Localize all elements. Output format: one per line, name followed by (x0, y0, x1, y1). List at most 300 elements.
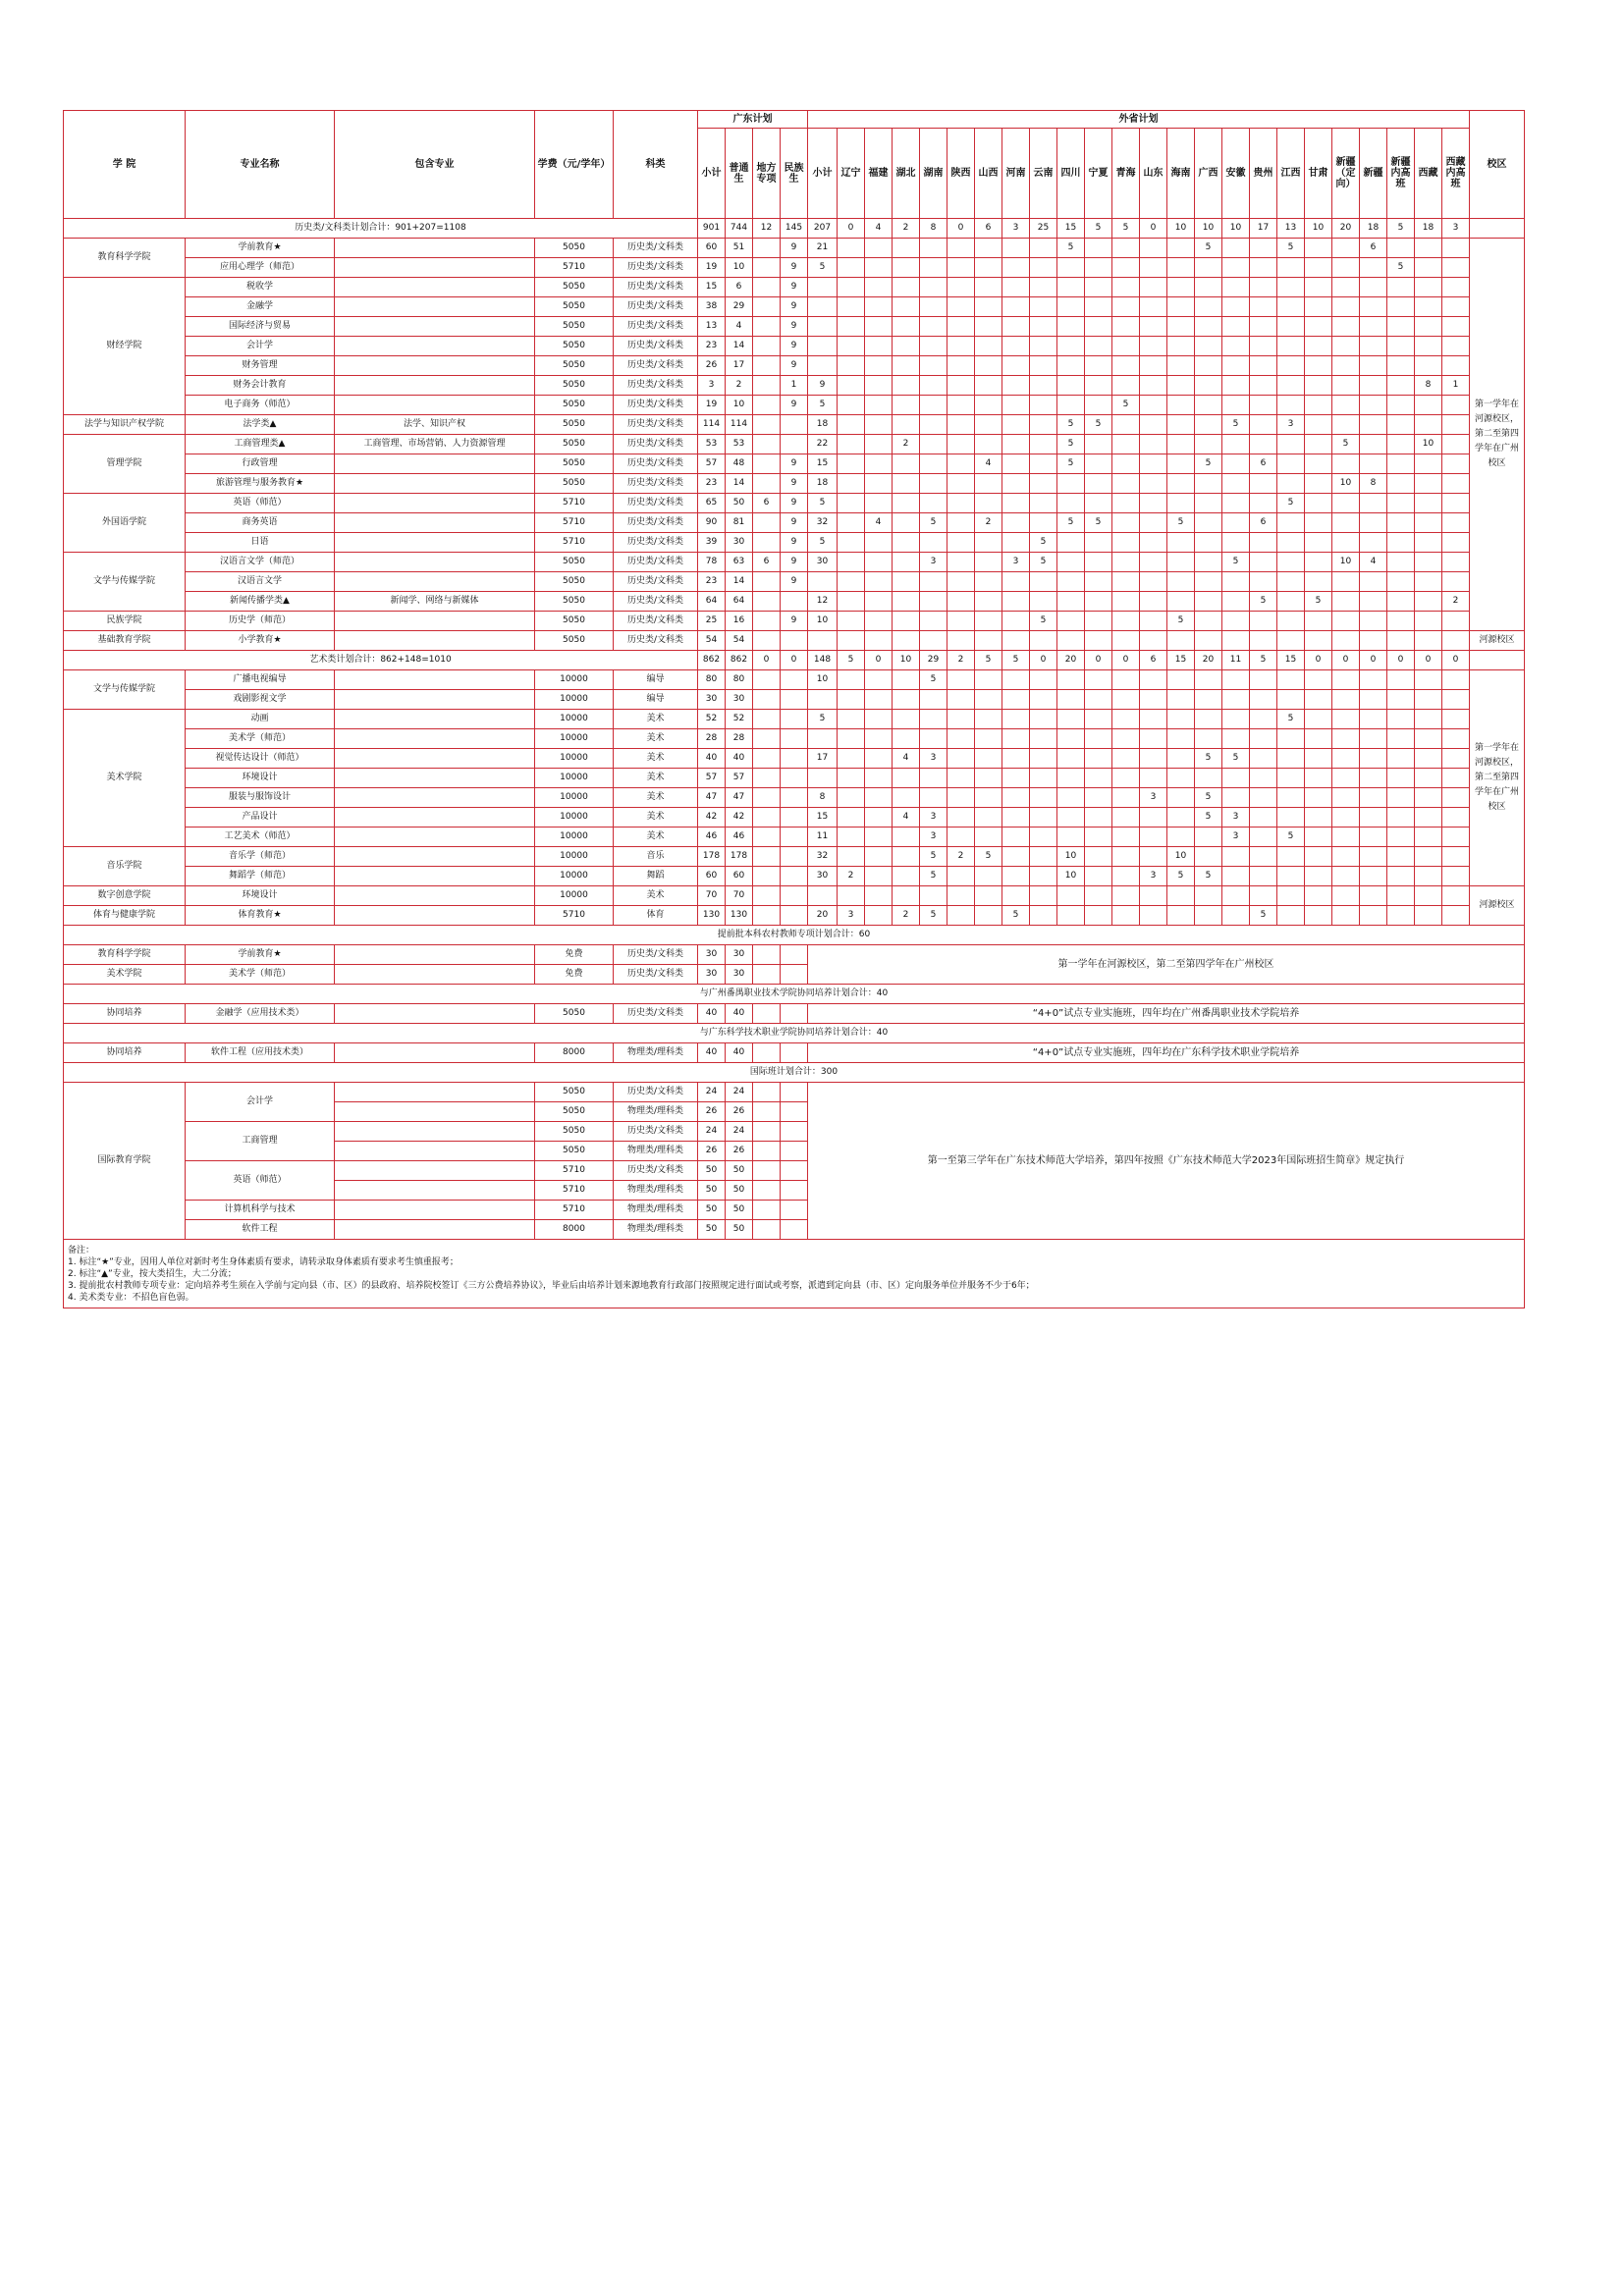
value-cell: 9 (781, 494, 808, 513)
header-province: 辽宁 (838, 129, 865, 219)
value-cell (1222, 376, 1250, 396)
includes-cell (335, 1181, 535, 1201)
value-cell (1415, 847, 1442, 867)
includes-cell (335, 788, 535, 808)
includes-cell (335, 945, 535, 965)
value-cell (1195, 631, 1222, 651)
value-cell (1415, 474, 1442, 494)
value-cell (838, 670, 865, 690)
value-cell (781, 690, 808, 710)
value-cell (947, 886, 975, 906)
value-cell: 9 (781, 337, 808, 356)
value-cell (1057, 297, 1085, 317)
major-cell: 商务英语 (186, 513, 335, 533)
total-cell: 15 (1057, 219, 1085, 239)
includes-cell (335, 867, 535, 886)
value-cell (1195, 592, 1222, 612)
value-cell (1415, 572, 1442, 592)
value-cell (1002, 474, 1030, 494)
value-cell (1140, 906, 1167, 926)
value-cell (975, 612, 1002, 631)
value-cell (838, 769, 865, 788)
value-cell (1277, 847, 1305, 867)
value-cell: 5 (808, 533, 838, 553)
value-cell (975, 415, 1002, 435)
value-cell (1085, 710, 1112, 729)
value-cell (1332, 356, 1360, 376)
value-cell (1085, 494, 1112, 513)
value-cell (1002, 258, 1030, 278)
value-cell: 5 (1195, 749, 1222, 769)
value-cell: 5 (808, 258, 838, 278)
value-cell (1167, 533, 1195, 553)
value-cell (1360, 710, 1387, 729)
total-cell: 0 (1415, 651, 1442, 670)
value-cell (838, 729, 865, 749)
value-cell (1057, 337, 1085, 356)
value-cell (1222, 435, 1250, 454)
value-cell (1085, 847, 1112, 867)
value-cell (753, 513, 781, 533)
value-cell: 9 (781, 396, 808, 415)
value-cell (947, 710, 975, 729)
subject-cell: 历史类/文科类 (614, 278, 698, 297)
value-cell (1140, 356, 1167, 376)
value-cell (893, 278, 920, 297)
value-cell (1442, 297, 1470, 317)
value-cell (1360, 454, 1387, 474)
major-cell: 新闻传播学类▲ (186, 592, 335, 612)
value-cell (1415, 867, 1442, 886)
value-cell (1387, 867, 1415, 886)
value-cell: 5 (1195, 454, 1222, 474)
value-cell (1085, 631, 1112, 651)
value-cell (1112, 278, 1140, 297)
major-cell: 产品设计 (186, 808, 335, 828)
value-cell (920, 396, 947, 415)
value-cell (1387, 729, 1415, 749)
value-cell: 5 (808, 710, 838, 729)
header-campus: 校区 (1470, 111, 1525, 219)
value-cell (1442, 435, 1470, 454)
campus-note: 河源校区 (1470, 631, 1525, 651)
value-cell (781, 670, 808, 690)
value-cell: 10 (1332, 474, 1360, 494)
value-cell (1002, 612, 1030, 631)
value-cell (1305, 906, 1332, 926)
value-cell (1057, 710, 1085, 729)
includes-cell: 新闻学、网络与新媒体 (335, 592, 535, 612)
value-cell (1442, 828, 1470, 847)
value-cell (865, 356, 893, 376)
total-cell: 0 (947, 219, 975, 239)
value-cell (920, 337, 947, 356)
value-cell (865, 670, 893, 690)
value-cell (1222, 258, 1250, 278)
value-cell (1002, 376, 1030, 396)
value-cell (1002, 435, 1030, 454)
total-cell: 20 (1332, 219, 1360, 239)
value-cell (1002, 454, 1030, 474)
subject-cell: 美术 (614, 729, 698, 749)
value-cell (947, 474, 975, 494)
value-cell: 9 (781, 513, 808, 533)
intl-note: 第一至第三学年在广东技术师范大学培养，第四年按照《广东技术师范大学2023年国际班招生简章》规定执行 (808, 1083, 1525, 1240)
value-cell (1332, 670, 1360, 690)
value-cell: 40 (726, 749, 753, 769)
value-cell (975, 788, 1002, 808)
value-cell (1415, 906, 1442, 926)
note-line: 2. 标注“▲”专业，按大类招生，大二分流； (68, 1268, 237, 1279)
value-cell (1360, 376, 1387, 396)
value-cell (753, 906, 781, 926)
value-cell (1195, 435, 1222, 454)
value-cell (1002, 769, 1030, 788)
value-cell (1195, 906, 1222, 926)
value-cell: 5 (920, 867, 947, 886)
fee-cell: 10000 (535, 749, 614, 769)
value-cell (1222, 239, 1250, 258)
value-cell (1140, 553, 1167, 572)
value-cell (1360, 690, 1387, 710)
value-cell: 12 (808, 592, 838, 612)
value-cell (893, 454, 920, 474)
value-cell: 46 (726, 828, 753, 847)
value-cell (975, 749, 1002, 769)
value-cell (1167, 690, 1195, 710)
fee-cell: 5050 (535, 572, 614, 592)
value-cell: 178 (698, 847, 726, 867)
value-cell: 2 (893, 435, 920, 454)
value-cell (920, 258, 947, 278)
value-cell (1002, 670, 1030, 690)
value-cell (1195, 337, 1222, 356)
value-cell (1250, 415, 1277, 435)
value-cell (1167, 729, 1195, 749)
value-cell: 70 (698, 886, 726, 906)
value-cell (865, 435, 893, 454)
header-out-plan: 外省计划 (808, 111, 1470, 129)
value-cell (1140, 572, 1167, 592)
value-cell (808, 769, 838, 788)
value-cell (1222, 513, 1250, 533)
total-cell: 148 (808, 651, 838, 670)
value-cell (808, 278, 838, 297)
value-cell (975, 769, 1002, 788)
value-cell (1002, 828, 1030, 847)
value-cell (1195, 297, 1222, 317)
value-cell (1030, 297, 1057, 317)
value-cell (865, 592, 893, 612)
value-cell: 24 (726, 1083, 753, 1102)
includes-cell: 工商管理、市场营销、人力资源管理 (335, 435, 535, 454)
value-cell: 8 (1415, 376, 1442, 396)
header-province: 山西 (975, 129, 1002, 219)
fee-cell: 5050 (535, 356, 614, 376)
value-cell (1167, 278, 1195, 297)
value-cell (1387, 454, 1415, 474)
value-cell (781, 808, 808, 828)
value-cell (1112, 769, 1140, 788)
college-cell: 美术学院 (64, 965, 186, 985)
value-cell (1085, 376, 1112, 396)
value-cell (781, 710, 808, 729)
header-province: 安徽 (1222, 129, 1250, 219)
value-cell (753, 1122, 781, 1142)
fee-cell: 5050 (535, 415, 614, 435)
value-cell: 30 (808, 867, 838, 886)
value-cell: 9 (781, 356, 808, 376)
value-cell (1305, 474, 1332, 494)
college-cell: 音乐学院 (64, 847, 186, 886)
value-cell (947, 769, 975, 788)
college-cell: 外国语学院 (64, 494, 186, 553)
value-cell (753, 1102, 781, 1122)
value-cell (1112, 847, 1140, 867)
value-cell (1305, 513, 1332, 533)
major-cell: 广播电视编导 (186, 670, 335, 690)
value-cell: 14 (726, 337, 753, 356)
value-cell (1140, 258, 1167, 278)
value-cell (1140, 690, 1167, 710)
value-cell (947, 494, 975, 513)
value-cell (1415, 513, 1442, 533)
total-cell: 2 (947, 651, 975, 670)
fee-cell: 8000 (535, 1220, 614, 1240)
fee-cell: 5710 (535, 1201, 614, 1220)
value-cell (1305, 415, 1332, 435)
subject-cell: 历史类/文科类 (614, 239, 698, 258)
value-cell (1167, 376, 1195, 396)
value-cell (1030, 788, 1057, 808)
value-cell (975, 494, 1002, 513)
subject-cell: 物理类/理科类 (614, 1201, 698, 1220)
value-cell (893, 396, 920, 415)
fee-cell: 5710 (535, 906, 614, 926)
subject-cell: 音乐 (614, 847, 698, 867)
subject-cell: 历史类/文科类 (614, 258, 698, 278)
value-cell (1195, 356, 1222, 376)
value-cell (947, 278, 975, 297)
value-cell (1277, 788, 1305, 808)
value-cell (808, 729, 838, 749)
value-cell (893, 867, 920, 886)
value-cell: 4 (865, 513, 893, 533)
value-cell (1442, 474, 1470, 494)
value-cell (1195, 258, 1222, 278)
value-cell (1140, 729, 1167, 749)
value-cell (1167, 788, 1195, 808)
value-cell (1222, 317, 1250, 337)
value-cell: 5 (1112, 396, 1140, 415)
value-cell (893, 690, 920, 710)
value-cell (1002, 749, 1030, 769)
value-cell: 5 (1332, 435, 1360, 454)
value-cell (1140, 631, 1167, 651)
value-cell (1250, 297, 1277, 317)
value-cell (1085, 886, 1112, 906)
value-cell (947, 239, 975, 258)
value-cell (1112, 297, 1140, 317)
value-cell (975, 886, 1002, 906)
value-cell (753, 808, 781, 828)
value-cell (1387, 769, 1415, 788)
value-cell: 50 (726, 1220, 753, 1240)
major-cell: 旅游管理与服务教育★ (186, 474, 335, 494)
value-cell (1442, 808, 1470, 828)
header-province: 海南 (1167, 129, 1195, 219)
header-province: 广西 (1195, 129, 1222, 219)
subject-cell: 物理类/理科类 (614, 1142, 698, 1161)
value-cell (1195, 828, 1222, 847)
fee-cell: 5050 (535, 317, 614, 337)
value-cell: 4 (726, 317, 753, 337)
value-cell (865, 788, 893, 808)
section-title: 艺术类计划合计：862+148=1010 (64, 651, 698, 670)
value-cell: 46 (698, 828, 726, 847)
total-cell: 10 (1305, 219, 1332, 239)
value-cell (865, 396, 893, 415)
value-cell (1222, 729, 1250, 749)
value-cell (1360, 435, 1387, 454)
value-cell (1085, 239, 1112, 258)
value-cell (1250, 356, 1277, 376)
value-cell (1112, 612, 1140, 631)
value-cell (1140, 474, 1167, 494)
value-cell (1442, 886, 1470, 906)
value-cell (1360, 513, 1387, 533)
value-cell (865, 533, 893, 553)
value-cell (1387, 749, 1415, 769)
subject-cell: 美术 (614, 749, 698, 769)
value-cell (1057, 670, 1085, 690)
value-cell (1250, 631, 1277, 651)
value-cell (1332, 612, 1360, 631)
fee-cell: 10000 (535, 670, 614, 690)
value-cell: 5 (1195, 239, 1222, 258)
includes-cell: 法学、知识产权 (335, 415, 535, 435)
subject-cell: 历史类/文科类 (614, 474, 698, 494)
value-cell (753, 788, 781, 808)
value-cell: 50 (726, 494, 753, 513)
value-cell (1442, 278, 1470, 297)
major-cell: 工商管理类▲ (186, 435, 335, 454)
fee-cell: 10000 (535, 808, 614, 828)
value-cell: 5 (1030, 533, 1057, 553)
value-cell (1002, 631, 1030, 651)
value-cell (893, 670, 920, 690)
value-cell (1030, 769, 1057, 788)
value-cell (1277, 612, 1305, 631)
value-cell (1002, 710, 1030, 729)
value-cell (1030, 670, 1057, 690)
major-cell: 金融学 (186, 297, 335, 317)
value-cell: 64 (698, 592, 726, 612)
total-cell: 10 (893, 651, 920, 670)
total-cell: 6 (975, 219, 1002, 239)
value-cell (1442, 906, 1470, 926)
value-cell: 18 (808, 415, 838, 435)
value-cell (1030, 886, 1057, 906)
value-cell (1002, 592, 1030, 612)
value-cell (1387, 297, 1415, 317)
value-cell: 5 (920, 513, 947, 533)
value-cell (1360, 828, 1387, 847)
value-cell (1387, 533, 1415, 553)
value-cell (1277, 356, 1305, 376)
value-cell (1222, 396, 1250, 415)
value-cell (1167, 494, 1195, 513)
value-cell (947, 553, 975, 572)
header-province: 新疆内高班 (1387, 129, 1415, 219)
value-cell (838, 690, 865, 710)
value-cell (1332, 592, 1360, 612)
subject-cell: 历史类/文科类 (614, 376, 698, 396)
value-cell (1415, 886, 1442, 906)
value-cell (1112, 415, 1140, 435)
fee-cell: 8000 (535, 1043, 614, 1063)
value-cell: 19 (698, 396, 726, 415)
value-cell (947, 454, 975, 474)
value-cell (893, 513, 920, 533)
value-cell (1387, 572, 1415, 592)
value-cell (975, 592, 1002, 612)
value-cell (1057, 258, 1085, 278)
value-cell (1140, 494, 1167, 513)
value-cell (1030, 337, 1057, 356)
value-cell: 10 (1332, 553, 1360, 572)
value-cell: 10 (808, 670, 838, 690)
value-cell (1222, 847, 1250, 867)
value-cell (1332, 337, 1360, 356)
subject-cell: 历史类/文科类 (614, 297, 698, 317)
value-cell (893, 297, 920, 317)
value-cell (1195, 710, 1222, 729)
value-cell (753, 572, 781, 592)
value-cell (865, 317, 893, 337)
value-cell: 5 (1167, 513, 1195, 533)
value-cell (1360, 631, 1387, 651)
value-cell (1085, 356, 1112, 376)
major-cell: 英语（师范） (186, 1161, 335, 1201)
value-cell (1360, 749, 1387, 769)
value-cell (1415, 690, 1442, 710)
fee-cell: 5050 (535, 592, 614, 612)
value-cell: 64 (726, 592, 753, 612)
value-cell (1250, 788, 1277, 808)
subject-cell: 美术 (614, 828, 698, 847)
value-cell (975, 337, 1002, 356)
value-cell (1195, 729, 1222, 749)
value-cell (1442, 572, 1470, 592)
value-cell: 57 (726, 769, 753, 788)
subject-cell: 历史类/文科类 (614, 553, 698, 572)
value-cell (1250, 886, 1277, 906)
value-cell (975, 278, 1002, 297)
fee-cell: 10000 (535, 788, 614, 808)
value-cell: 9 (781, 533, 808, 553)
enrollment-plan-table (63, 110, 1525, 1308)
value-cell: 5 (1277, 710, 1305, 729)
header-gd-col: 地方专项 (753, 129, 781, 219)
value-cell (1360, 729, 1387, 749)
includes-cell (335, 317, 535, 337)
value-cell: 60 (726, 867, 753, 886)
value-cell (1360, 337, 1387, 356)
value-cell: 54 (726, 631, 753, 651)
value-cell (947, 297, 975, 317)
value-cell: 50 (698, 1181, 726, 1201)
